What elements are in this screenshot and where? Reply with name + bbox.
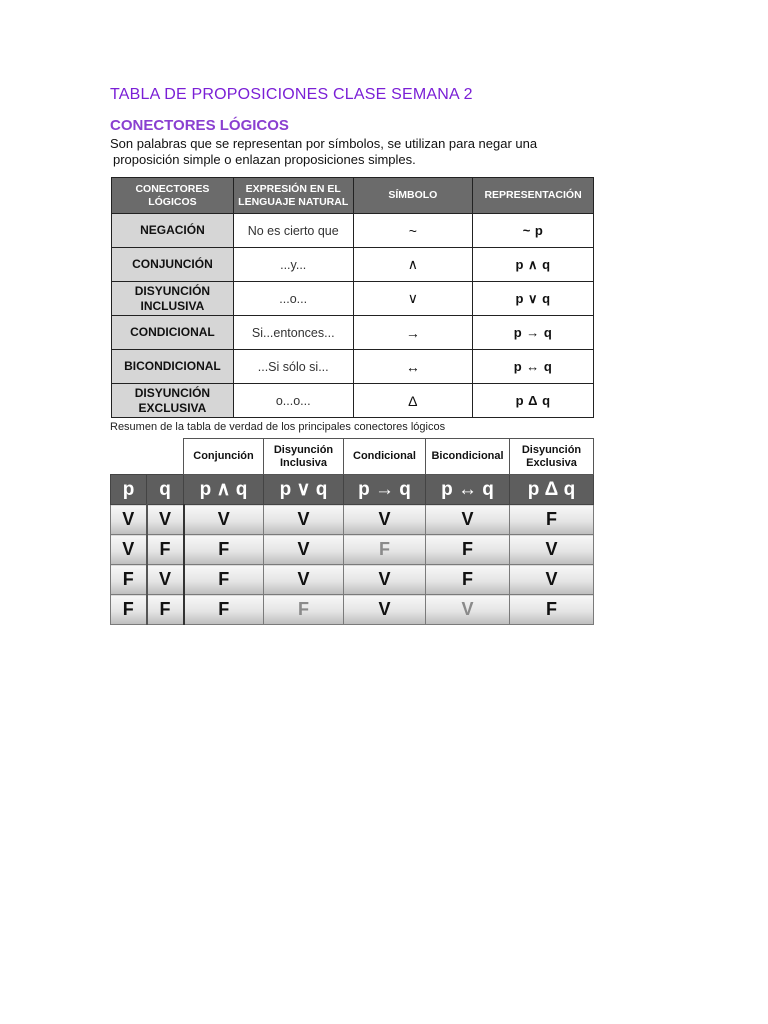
connector-representation: p ∧ q (473, 248, 594, 282)
truth-symbol-cell: p ∧ q (184, 475, 264, 505)
header-connectors-line: CONECTORES (135, 182, 210, 195)
header-line: Condicional (353, 450, 416, 462)
connector-symbol: ∧ (353, 248, 473, 282)
connector-expression: Si...entonces... (233, 316, 353, 350)
truth-value-cell: V (510, 565, 594, 595)
connector-name (112, 350, 234, 384)
truth-symbol-cell: p → q (344, 475, 426, 505)
truth-value-cell: V (111, 505, 147, 535)
truth-value-cell: V (344, 565, 426, 595)
header-line: Bicondicional (431, 450, 504, 462)
connector-name (112, 282, 234, 316)
intro-line: Son palabras que se representan por símbolos, se utilizan para negar una (110, 136, 538, 151)
header-bicondicional (426, 439, 510, 475)
truth-value-cell: F (510, 505, 594, 535)
header-expression-line: LENGUAJE NATURAL (238, 195, 349, 208)
connector-name-line: DISYUNCIÓN (134, 283, 211, 298)
truth-value-cell: V (147, 505, 184, 535)
connector-name-line: EXCLUSIVA (138, 400, 207, 415)
truth-value-cell: V (184, 505, 264, 535)
connector-name-line: BICONDICIONAL (124, 359, 221, 373)
truth-symbol-cell: p ↔ q (426, 475, 510, 505)
connector-expression: ...o... (233, 282, 353, 316)
truth-value-cell: F (264, 595, 344, 625)
header-condicional (344, 439, 426, 475)
header-disyuncion-exclusiva (510, 439, 594, 475)
header-line: Inclusiva (279, 456, 328, 469)
truth-value-cell: F (510, 595, 594, 625)
connector-representation: p Δ q (473, 384, 594, 418)
connector-name (112, 214, 234, 248)
connector-name-line: DISYUNCIÓN (134, 385, 211, 400)
truth-value-cell: F (184, 535, 264, 565)
truth-symbol-cell: p Δ q (510, 475, 594, 505)
connector-expression: No es cierto que (233, 214, 353, 248)
truth-value-cell: F (147, 595, 184, 625)
connector-symbol: Δ (353, 384, 473, 418)
connector-name (112, 316, 234, 350)
truth-row (111, 595, 594, 625)
truth-value-cell: V (426, 595, 510, 625)
truth-row (111, 535, 594, 565)
header-expression-line: EXPRESIÓN EN EL (245, 182, 341, 195)
section-heading: CONECTORES LÓGICOS (110, 117, 289, 134)
truth-symbol-row (111, 475, 594, 505)
truth-value-cell: F (184, 565, 264, 595)
connector-symbol: ∨ (353, 282, 473, 316)
truth-symbol-cell: q (147, 475, 184, 505)
header-line: Exclusiva (526, 456, 577, 469)
header-connectors-line: LÓGICOS (148, 195, 197, 208)
connector-expression: ...y... (233, 248, 353, 282)
connector-name-line: CONJUNCIÓN (132, 257, 213, 271)
truth-symbol-cell: p ∨ q (264, 475, 344, 505)
connectors-table (111, 177, 594, 418)
connector-row (112, 214, 594, 248)
truth-value-cell: F (426, 535, 510, 565)
header-disyuncion-inclusiva (264, 439, 344, 475)
truth-value-cell: F (184, 595, 264, 625)
truth-value-cell: V (510, 535, 594, 565)
connector-symbol: → (353, 316, 473, 350)
connector-representation: p ∨ q (473, 282, 594, 316)
connector-representation: ~ p (473, 214, 594, 248)
header-conjuncion (184, 439, 264, 475)
truth-value-cell: V (147, 565, 184, 595)
truth-row (111, 565, 594, 595)
connector-name-line: NEGACIÓN (140, 223, 205, 237)
header-line: Conjunción (193, 450, 254, 462)
connector-representation: p → q (473, 316, 594, 350)
header-connectors (112, 178, 234, 214)
header-symbol: SÍMBOLO (353, 178, 473, 214)
truth-value-cell: F (147, 535, 184, 565)
connector-row (112, 282, 594, 316)
truth-value-cell: V (344, 595, 426, 625)
connector-name (112, 248, 234, 282)
document-title: TABLA DE PROPOSICIONES CLASE SEMANA 2 (110, 86, 473, 103)
truth-value-cell: F (344, 535, 426, 565)
truth-symbol-cell: p (111, 475, 147, 505)
connector-name (112, 384, 234, 418)
truth-value-cell: F (426, 565, 510, 595)
connector-symbol: ~ (353, 214, 473, 248)
truth-value-cell: F (111, 565, 147, 595)
connector-name-line: INCLUSIVA (140, 298, 205, 313)
truth-row (111, 505, 594, 535)
truth-table-caption: Resumen de la tabla de verdad de los principales conectores lógicos (110, 421, 446, 433)
header-line: Disyunción (521, 443, 582, 456)
truth-table (110, 438, 594, 625)
truth-value-cell: V (426, 505, 510, 535)
truth-value-cell: V (344, 505, 426, 535)
blank-header-cell (111, 439, 184, 475)
connector-symbol: ↔ (353, 350, 473, 384)
truth-value-cell: V (264, 505, 344, 535)
connector-expression: o...o... (233, 384, 353, 418)
header-representation: REPRESENTACIÓN (473, 178, 594, 214)
truth-value-cell: F (111, 595, 147, 625)
header-line: Disyunción (273, 443, 334, 456)
truth-header-row (111, 439, 594, 475)
truth-value-cell: V (264, 565, 344, 595)
intro-paragraph (110, 136, 570, 168)
connector-row (112, 384, 594, 418)
connector-expression: ...Si sólo si... (233, 350, 353, 384)
connector-name-line: CONDICIONAL (130, 325, 215, 339)
truth-value-cell: V (264, 535, 344, 565)
connector-row (112, 248, 594, 282)
intro-line: proposición simple o enlazan proposiciones simples. (113, 152, 416, 167)
header-expression (233, 178, 353, 214)
connectors-header-row (112, 178, 594, 214)
truth-value-cell: V (111, 535, 147, 565)
connector-row (112, 350, 594, 384)
connector-representation: p ↔ q (473, 350, 594, 384)
connector-row (112, 316, 594, 350)
